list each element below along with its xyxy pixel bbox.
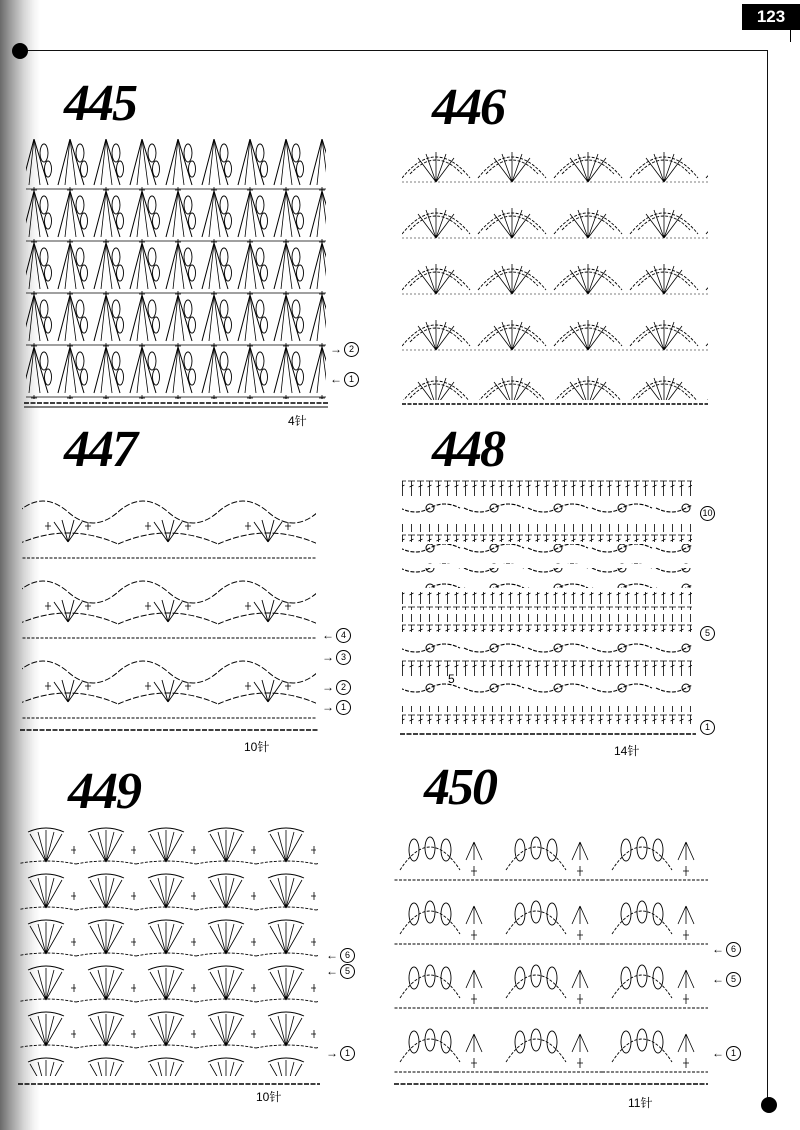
row-label-448-5: 5 xyxy=(698,626,715,641)
pattern-number-450: 450 xyxy=(424,759,496,816)
row-label-447-2: → 2 xyxy=(322,680,351,695)
stitch-chart-450-diagram xyxy=(390,820,712,1098)
row-label-445-2: → 2 xyxy=(330,342,359,357)
row-label-449-1: → 1 xyxy=(326,1046,355,1061)
pattern-number-445: 445 xyxy=(64,75,136,132)
stitch-chart-446 xyxy=(398,128,710,410)
row-label-449-6: ← 6 xyxy=(326,948,355,963)
row-label-447-1: → 1 xyxy=(322,700,351,715)
bullet-dot-icon xyxy=(761,1097,777,1113)
stitch-chart-445-diagram xyxy=(20,135,332,415)
pattern-number-448: 448 xyxy=(432,421,504,478)
row-label-447-3: → 3 xyxy=(322,650,351,665)
repeat-label-445: 4针 xyxy=(288,414,307,428)
pattern-number-447: 447 xyxy=(64,421,136,478)
pattern-number-449: 449 xyxy=(68,763,140,820)
row-label-448-1: 1 xyxy=(698,720,715,735)
stitch-chart-449-diagram xyxy=(16,822,322,1094)
bullet-dot-icon xyxy=(12,43,28,59)
row-label-445-1: ← 1 xyxy=(330,372,359,387)
stitch-chart-450 xyxy=(390,820,712,1098)
page-number: 123 xyxy=(742,4,800,30)
row-label-447-4: ← 4 xyxy=(322,628,351,643)
inline-label-448: 5 xyxy=(448,672,455,686)
stitch-chart-448 xyxy=(398,478,698,744)
pattern-number-446: 446 xyxy=(432,79,504,136)
row-label-450-1: ← 1 xyxy=(712,1046,741,1061)
stitch-chart-447-diagram xyxy=(18,482,320,744)
row-label-450-6: ← 6 xyxy=(712,942,741,957)
repeat-label-447: 10针 xyxy=(244,740,270,754)
repeat-label-449: 10针 xyxy=(256,1090,282,1104)
page-border-top xyxy=(20,50,768,51)
stitch-chart-449 xyxy=(16,822,322,1094)
row-label-448-10: 10 xyxy=(698,506,715,521)
repeat-label-450: 11针 xyxy=(628,1096,653,1110)
repeat-label-448: 14针 xyxy=(614,744,640,758)
stitch-chart-447 xyxy=(18,482,320,744)
stitch-chart-446-diagram xyxy=(398,128,710,410)
stitch-chart-445 xyxy=(20,135,332,415)
stitch-chart-448-diagram xyxy=(398,478,698,744)
row-label-449-5: ← 5 xyxy=(326,964,355,979)
page-border-right xyxy=(767,50,768,1100)
page-number-tick xyxy=(790,28,791,42)
row-label-450-5: ← 5 xyxy=(712,972,741,987)
